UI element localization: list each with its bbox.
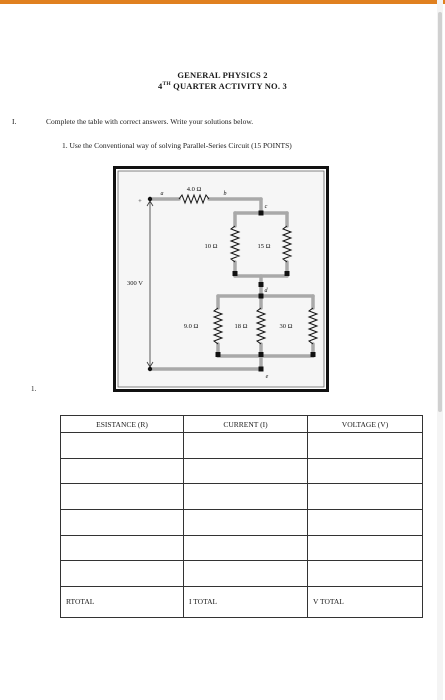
cell-voltage[interactable] <box>308 458 423 484</box>
label-r-bottom-2: 18 Ω <box>234 323 248 330</box>
label-r-bottom-3: 30 Ω <box>279 323 293 330</box>
circuit-diagram <box>113 166 329 392</box>
cell-voltage[interactable] <box>308 510 423 536</box>
node-c <box>259 211 264 216</box>
node-bottom-mid <box>259 352 264 357</box>
cell-current[interactable] <box>184 458 308 484</box>
cell-resistance[interactable] <box>61 433 184 459</box>
margin-mark: 1. <box>31 385 37 393</box>
total-voltage-label: V TOTAL <box>308 586 423 617</box>
cell-resistance[interactable] <box>61 510 184 536</box>
header-voltage: VOLTAGE (V) <box>308 416 423 433</box>
cell-voltage[interactable] <box>308 433 423 459</box>
node-terminal-bottom <box>148 367 152 371</box>
cell-current[interactable] <box>184 510 308 536</box>
cell-resistance[interactable] <box>61 535 184 561</box>
top-accent-bar <box>0 0 445 4</box>
cell-voltage[interactable] <box>308 535 423 561</box>
node-d <box>259 282 264 287</box>
label-node-d: d <box>264 288 268 294</box>
node-bottom-left <box>216 352 221 357</box>
node-right-junction <box>285 271 290 276</box>
table-row <box>61 458 423 484</box>
table-row <box>61 535 423 561</box>
table-row <box>61 484 423 510</box>
label-node-e: e <box>265 374 269 380</box>
item-text: 1. Use the Conventional way of solving Parallel-Series Circuit (15 POINTS) <box>62 141 292 150</box>
total-current-label: I TOTAL <box>184 586 308 617</box>
cell-resistance[interactable] <box>61 561 184 587</box>
label-r-top: 4.0 Ω <box>186 186 202 193</box>
label-node-b: b <box>223 191 227 197</box>
table-header-row <box>61 416 423 433</box>
table-row <box>61 561 423 587</box>
label-node-c: c <box>264 204 268 210</box>
instructions-text: Complete the table with correct answers. Write your solutions below. <box>46 117 254 126</box>
node-e <box>259 367 264 372</box>
cell-current[interactable] <box>184 484 308 510</box>
label-r-bottom-1: 9.0 Ω <box>183 323 199 330</box>
node-bottom-right <box>311 352 316 357</box>
total-resistance-label: RTOTAL <box>61 586 184 617</box>
table-row <box>61 510 423 536</box>
document-title: GENERAL PHYSICS 2 <box>177 70 268 80</box>
label-r-right-mid: 15 Ω <box>257 243 271 250</box>
section-number: I. <box>12 117 17 126</box>
label-voltage: 300 V <box>127 280 143 287</box>
cell-voltage[interactable] <box>308 484 423 510</box>
cell-current[interactable] <box>184 561 308 587</box>
label-plus: + <box>138 198 142 205</box>
node-d-lower <box>259 294 264 299</box>
cell-resistance[interactable] <box>61 458 184 484</box>
header-resistance: ESISTANCE (R) <box>61 416 184 433</box>
activity-title: 4TH QUARTER ACTIVITY NO. 3 <box>158 81 287 91</box>
node-terminal-top <box>148 197 152 201</box>
label-node-a: a <box>160 191 164 197</box>
cell-current[interactable] <box>184 433 308 459</box>
table-row <box>61 433 423 459</box>
cell-voltage[interactable] <box>308 561 423 587</box>
node-left-junction <box>233 271 238 276</box>
cell-current[interactable] <box>184 535 308 561</box>
header-current: CURRENT (I) <box>184 416 308 433</box>
cell-resistance[interactable] <box>61 484 184 510</box>
answer-table <box>60 415 423 618</box>
table-total-row <box>61 586 423 617</box>
label-r-left-mid: 10 Ω <box>204 243 218 250</box>
